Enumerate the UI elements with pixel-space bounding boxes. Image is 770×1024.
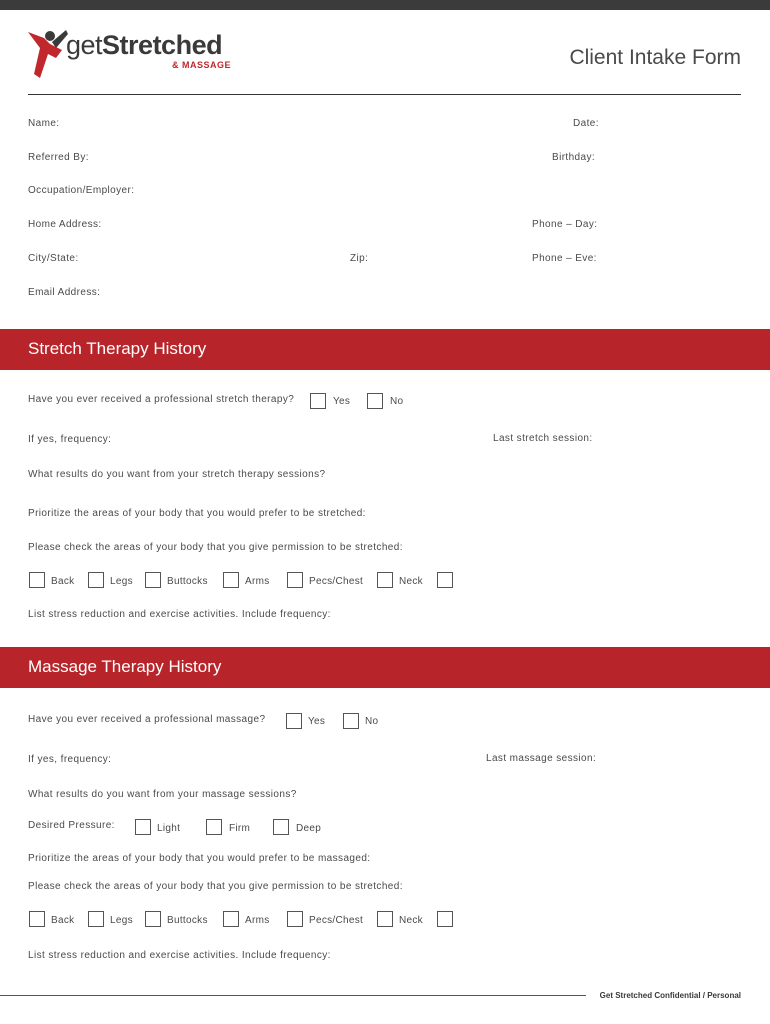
massage-frequency-label: If yes, frequency: — [28, 754, 112, 765]
pressure-firm-label: Firm — [229, 823, 251, 834]
phone-eve-label: Phone – Eve: — [532, 253, 597, 264]
massage-area-pecs-label: Pecs/Chest — [309, 915, 364, 926]
massage-area-other-checkbox[interactable] — [437, 911, 453, 927]
massage-area-buttocks-label: Buttocks — [167, 915, 208, 926]
massage-received-question: Have you ever received a professional massage? — [28, 714, 266, 725]
footer-confidential: Get Stretched Confidential / Personal — [599, 991, 741, 1000]
stretch-area-buttocks-checkbox[interactable] — [145, 572, 161, 588]
pressure-firm-checkbox[interactable] — [206, 819, 222, 835]
stretch-stress-label: List stress reduction and exercise activities. Include frequency: — [28, 609, 331, 620]
stretch-area-legs-label: Legs — [110, 576, 133, 587]
home-address-label: Home Address: — [28, 219, 102, 230]
page-title: Client Intake Form — [569, 46, 741, 69]
stretch-area-arms-label: Arms — [245, 576, 270, 587]
birthday-label: Birthday: — [552, 152, 596, 163]
pressure-light-label: Light — [157, 823, 181, 834]
title-divider — [28, 94, 741, 95]
stretch-yes-checkbox[interactable] — [310, 393, 326, 409]
name-label: Name: — [28, 118, 60, 129]
massage-section-title: Massage Therapy History — [28, 657, 222, 676]
massage-yes-label: Yes — [308, 716, 326, 727]
stretch-area-pecs-label: Pecs/Chest — [309, 576, 364, 587]
stretch-no-checkbox[interactable] — [367, 393, 383, 409]
footer-divider — [0, 995, 586, 996]
stretch-area-neck-checkbox[interactable] — [377, 572, 393, 588]
stretch-prioritize-label: Prioritize the areas of your body that you would prefer to be stretched: — [28, 508, 366, 519]
logo-figure-icon — [26, 28, 68, 82]
occupation-label: Occupation/Employer: — [28, 185, 135, 196]
massage-area-back-checkbox[interactable] — [29, 911, 45, 927]
stretch-last-session-label: Last stretch session: — [493, 433, 593, 444]
massage-permission-label: Please check the areas of your body that you give permission to be stretched: — [28, 881, 403, 892]
email-label: Email Address: — [28, 287, 101, 298]
stretch-results-question: What results do you want from your stretch therapy sessions? — [28, 469, 326, 480]
massage-stress-label: List stress reduction and exercise activities. Include frequency: — [28, 950, 331, 961]
stretch-frequency-label: If yes, frequency: — [28, 434, 112, 445]
zip-label: Zip: — [350, 253, 369, 264]
massage-area-neck-label: Neck — [399, 915, 423, 926]
stretch-yes-label: Yes — [333, 396, 351, 407]
pressure-label: Desired Pressure: — [28, 820, 115, 831]
stretch-section-title: Stretch Therapy History — [28, 339, 207, 358]
stretch-area-neck-label: Neck — [399, 576, 423, 587]
massage-prioritize-label: Prioritize the areas of your body that you would prefer to be massaged: — [28, 853, 371, 864]
pressure-light-checkbox[interactable] — [135, 819, 151, 835]
massage-no-label: No — [365, 716, 379, 727]
massage-last-session-label: Last massage session: — [486, 753, 597, 764]
stretch-area-buttocks-label: Buttocks — [167, 576, 208, 587]
stretch-permission-label: Please check the areas of your body that you give permission to be stretched: — [28, 542, 403, 553]
massage-area-arms-label: Arms — [245, 915, 270, 926]
massage-area-legs-checkbox[interactable] — [88, 911, 104, 927]
massage-area-buttocks-checkbox[interactable] — [145, 911, 161, 927]
stretch-area-legs-checkbox[interactable] — [88, 572, 104, 588]
stretch-area-other-checkbox[interactable] — [437, 572, 453, 588]
massage-area-legs-label: Legs — [110, 915, 133, 926]
massage-results-question: What results do you want from your massage sessions? — [28, 789, 297, 800]
date-label: Date: — [573, 118, 599, 129]
massage-area-neck-checkbox[interactable] — [377, 911, 393, 927]
referred-by-label: Referred By: — [28, 152, 89, 163]
stretch-no-label: No — [390, 396, 404, 407]
top-bar — [0, 0, 770, 10]
stretch-area-back-label: Back — [51, 576, 75, 587]
pressure-deep-checkbox[interactable] — [273, 819, 289, 835]
stretch-area-back-checkbox[interactable] — [29, 572, 45, 588]
city-state-label: City/State: — [28, 253, 79, 264]
logo-subtitle: & MASSAGE — [172, 60, 232, 70]
phone-day-label: Phone – Day: — [532, 219, 598, 230]
massage-area-arms-checkbox[interactable] — [223, 911, 239, 927]
logo-wordmark: getStretched — [66, 30, 223, 60]
massage-area-back-label: Back — [51, 915, 75, 926]
stretch-area-arms-checkbox[interactable] — [223, 572, 239, 588]
massage-no-checkbox[interactable] — [343, 713, 359, 729]
massage-yes-checkbox[interactable] — [286, 713, 302, 729]
stretch-area-pecs-checkbox[interactable] — [287, 572, 303, 588]
massage-area-pecs-checkbox[interactable] — [287, 911, 303, 927]
pressure-deep-label: Deep — [296, 823, 322, 834]
stretch-received-question: Have you ever received a professional stretch therapy? — [28, 394, 295, 405]
